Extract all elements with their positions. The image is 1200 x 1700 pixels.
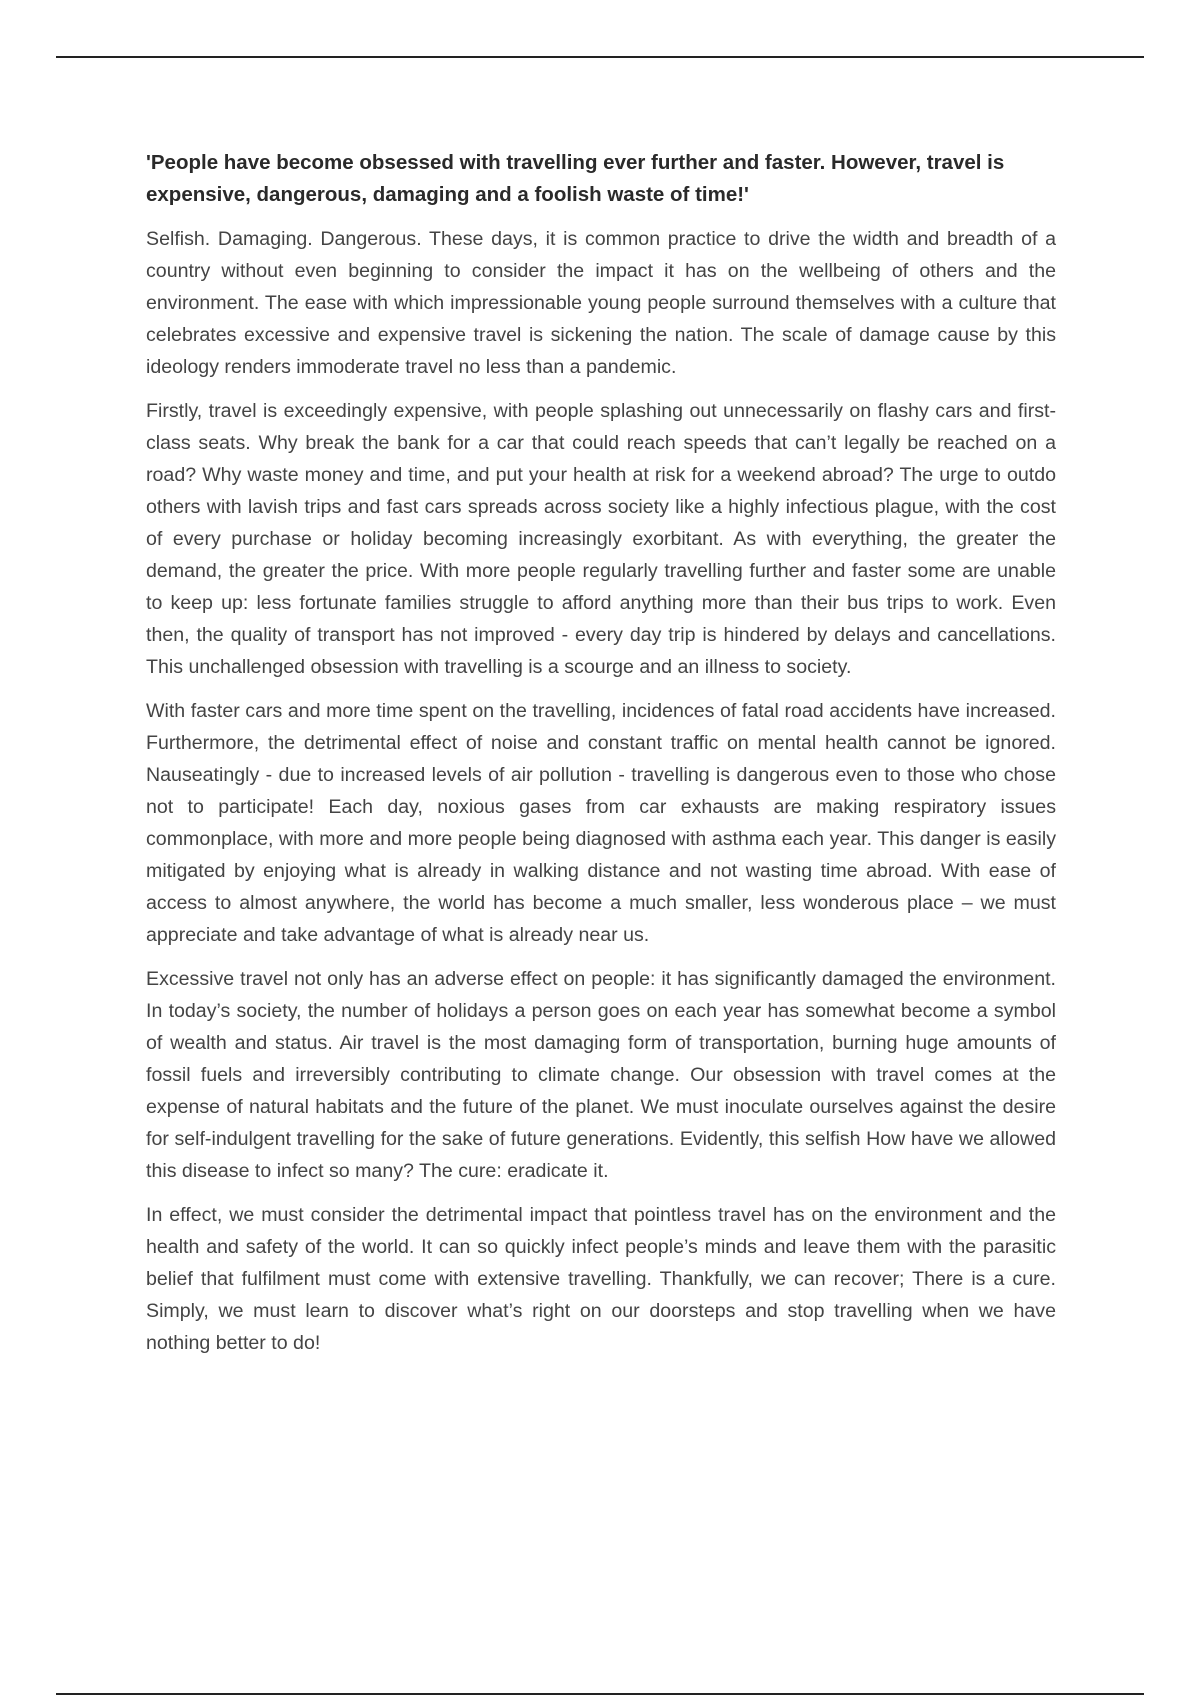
document-body (146, 147, 1056, 1371)
paragraph-environment: Excessive travel not only has an adverse effect on people: it has significantly damaged the environment. In today’s society, the number of holidays a person goes on each year has somewhat become a symbol of wealth and status. Air travel is the most damaging form of transportation, burning huge amounts of fossil fuels and irreversibly contributing to climate change. Our obsession with travel comes at the expense of natural habitats and the future of the planet. We must inoculate ourselves against the desire for self-indulgent travelling for the sake of future generations. Evidently, this selfish How have we allowed this disease to infect so many? The cure: eradicate it. (146, 968, 1056, 1182)
paragraph-intro: Selfish. Damaging. Dangerous. These days, it is common practice to drive the width and breadth of a country without even beginning to consider the impact it has on the wellbeing of others and the environment. The ease with which impressionable young people surround themselves with a culture that celebrates excessive and expensive travel is sickening the nation. The scale of damage cause by this ideology renders immoderate travel no less than a pandemic. (146, 228, 1056, 378)
essay-prompt: 'People have become obsessed with travelling ever further and faster. However, travel is expensive, dangerous, damaging and a foolish waste of time!' (146, 151, 1005, 206)
bottom-rule (56, 1693, 1144, 1695)
paragraph-conclusion: In effect, we must consider the detrimental impact that pointless travel has on the environment and the health and safety of the world. It can so quickly infect people’s minds and leave them with the parasitic belief that fulfilment must come with extensive travelling. Thankfully, we can recover; There is a cure. Simply, we must learn to discover what’s right on our doorsteps and stop travelling when we have nothing better to do! (146, 1204, 1056, 1354)
paragraph-danger: With faster cars and more time spent on the travelling, incidences of fatal road accidents have increased. Furthermore, the detrimental effect of noise and constant traffic on mental health cannot be ignored. Nauseatingly - due to increased levels of air pollution - travelling is dangerous even to those who chose not to participate! Each day, noxious gases from car exhausts are making respiratory issues commonplace, with more and more people being diagnosed with asthma each year. This danger is easily mitigated by enjoying what is already in walking distance and not wasting time abroad. With ease of access to almost anywhere, the world has become a much smaller, less wonderous place – we must appreciate and take advantage of what is already near us. (146, 700, 1056, 946)
top-rule (56, 56, 1144, 58)
paragraph-expense: Firstly, travel is exceedingly expensive, with people splashing out unnecessarily on flashy cars and first-class seats. Why break the bank for a car that could reach speeds that can’t legally be reached on a road? Why waste money and time, and put your health at risk for a weekend abroad? The urge to outdo others with lavish trips and fast cars spreads across society like a highly infectious plague, with the cost of every purchase or holiday becoming increasingly exorbitant. As with everything, the greater the demand, the greater the price. With more people regularly travelling further and faster some are unable to keep up: less fortunate families struggle to afford anything more than their bus trips to work. Even then, the quality of transport has not improved - every day trip is hindered by delays and cancellations. This unchallenged obsession with travelling is a scourge and an illness to society. (146, 400, 1056, 678)
